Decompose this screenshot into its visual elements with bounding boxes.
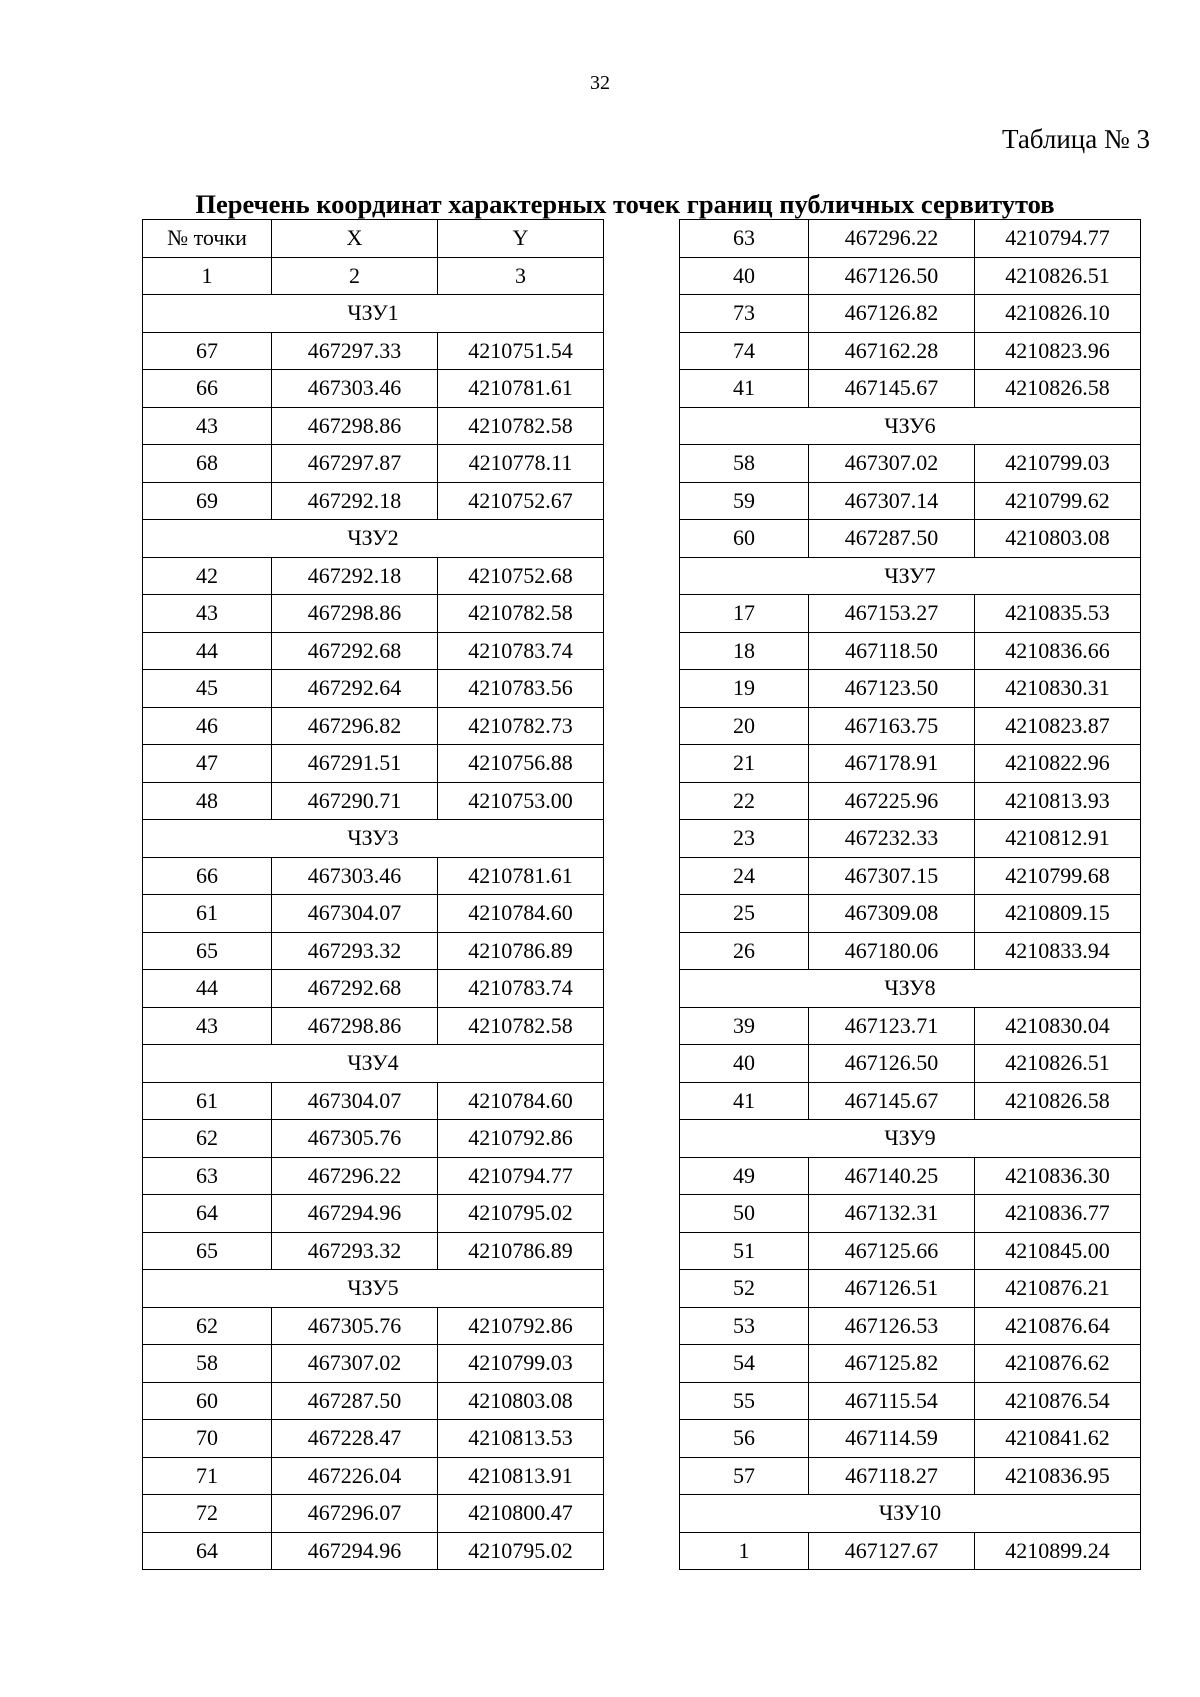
table-row bbox=[680, 670, 1141, 708]
point-number-cell: 69 bbox=[143, 482, 272, 520]
y-coordinate-cell: 4210792.86 bbox=[438, 1120, 604, 1158]
group-row bbox=[680, 1120, 1141, 1158]
x-coordinate-cell: 467287.50 bbox=[809, 520, 975, 558]
table-row bbox=[680, 632, 1141, 670]
y-coordinate-cell: 4210778.11 bbox=[438, 445, 604, 483]
x-coordinate-cell: 467294.96 bbox=[272, 1195, 438, 1233]
y-coordinate-cell: 4210799.62 bbox=[975, 482, 1141, 520]
x-coordinate-cell: 467178.91 bbox=[809, 745, 975, 783]
table-body-left bbox=[143, 257, 604, 1570]
y-coordinate-cell: 4210799.03 bbox=[975, 445, 1141, 483]
point-number-cell: 66 bbox=[143, 370, 272, 408]
point-number-cell: 59 bbox=[680, 482, 809, 520]
point-number-cell: 39 bbox=[680, 1007, 809, 1045]
y-coordinate-cell: 4210833.94 bbox=[975, 932, 1141, 970]
x-coordinate-cell: 467298.86 bbox=[272, 1007, 438, 1045]
y-coordinate-cell: 4210782.73 bbox=[438, 707, 604, 745]
point-number-cell: 64 bbox=[143, 1532, 272, 1570]
y-coordinate-cell: 4210845.00 bbox=[975, 1232, 1141, 1270]
group-label: ЧЗУ6 bbox=[680, 407, 1141, 445]
y-coordinate-cell: 4210836.77 bbox=[975, 1195, 1141, 1233]
x-coordinate-cell: 467292.68 bbox=[272, 970, 438, 1008]
point-number-cell: 66 bbox=[143, 857, 272, 895]
table-row bbox=[143, 857, 604, 895]
point-number-cell: 40 bbox=[680, 257, 809, 295]
point-number-cell: 60 bbox=[143, 1382, 272, 1420]
x-coordinate-cell: 467292.18 bbox=[272, 482, 438, 520]
x-coordinate-cell: 467145.67 bbox=[809, 370, 975, 408]
table-row bbox=[143, 745, 604, 783]
point-number-cell: 56 bbox=[680, 1420, 809, 1458]
point-number-cell: 43 bbox=[143, 1007, 272, 1045]
y-coordinate-cell: 4210826.10 bbox=[975, 295, 1141, 333]
group-label: ЧЗУ10 bbox=[680, 1495, 1141, 1533]
y-coordinate-cell: 4210782.58 bbox=[438, 1007, 604, 1045]
x-coordinate-cell: 467297.33 bbox=[272, 332, 438, 370]
y-coordinate-cell: 4210836.66 bbox=[975, 632, 1141, 670]
y-coordinate-cell: 4210813.53 bbox=[438, 1420, 604, 1458]
point-number-cell: 45 bbox=[143, 670, 272, 708]
table-row bbox=[680, 857, 1141, 895]
coordinates-table-left bbox=[142, 219, 604, 1570]
x-coordinate-cell: 467126.51 bbox=[809, 1270, 975, 1308]
y-coordinate-cell: 3 bbox=[438, 257, 604, 295]
point-number-cell: 41 bbox=[680, 370, 809, 408]
point-number-cell: 52 bbox=[680, 1270, 809, 1308]
table-row bbox=[143, 1420, 604, 1458]
y-coordinate-cell: 4210836.30 bbox=[975, 1157, 1141, 1195]
table-row bbox=[680, 332, 1141, 370]
point-number-cell: 47 bbox=[143, 745, 272, 783]
point-number-cell: 73 bbox=[680, 295, 809, 333]
x-coordinate-cell: 467126.50 bbox=[809, 1045, 975, 1083]
y-coordinate-cell: 4210813.91 bbox=[438, 1457, 604, 1495]
x-coordinate-cell: 467162.28 bbox=[809, 332, 975, 370]
y-coordinate-cell: 4210813.93 bbox=[975, 782, 1141, 820]
y-coordinate-cell: 4210812.91 bbox=[975, 820, 1141, 858]
table-row bbox=[143, 970, 604, 1008]
x-coordinate-cell: 467307.02 bbox=[272, 1345, 438, 1383]
x-coordinate-cell: 467298.86 bbox=[272, 595, 438, 633]
group-row bbox=[680, 970, 1141, 1008]
point-number-cell: 18 bbox=[680, 632, 809, 670]
x-coordinate-cell: 467232.33 bbox=[809, 820, 975, 858]
table-row bbox=[680, 932, 1141, 970]
point-number-cell: 60 bbox=[680, 520, 809, 558]
table-row bbox=[143, 370, 604, 408]
table-row bbox=[680, 1457, 1141, 1495]
table-row bbox=[143, 782, 604, 820]
group-row bbox=[143, 295, 604, 333]
x-coordinate-cell: 467125.82 bbox=[809, 1345, 975, 1383]
x-coordinate-cell: 467126.53 bbox=[809, 1307, 975, 1345]
table-row bbox=[143, 482, 604, 520]
x-coordinate-cell: 467292.18 bbox=[272, 557, 438, 595]
table-row bbox=[680, 820, 1141, 858]
table-row bbox=[680, 1045, 1141, 1083]
y-coordinate-cell: 4210753.00 bbox=[438, 782, 604, 820]
table-row bbox=[143, 1007, 604, 1045]
y-coordinate-cell: 4210752.68 bbox=[438, 557, 604, 595]
table-body-right bbox=[680, 220, 1141, 1570]
group-label: ЧЗУ8 bbox=[680, 970, 1141, 1008]
table-row bbox=[143, 1232, 604, 1270]
y-coordinate-cell: 4210876.54 bbox=[975, 1382, 1141, 1420]
point-number-cell: 54 bbox=[680, 1345, 809, 1383]
x-coordinate-cell: 467293.32 bbox=[272, 932, 438, 970]
table-row bbox=[680, 1420, 1141, 1458]
y-coordinate-cell: 4210799.03 bbox=[438, 1345, 604, 1383]
x-coordinate-cell: 2 bbox=[272, 257, 438, 295]
table-row bbox=[680, 370, 1141, 408]
table-row bbox=[680, 520, 1141, 558]
table-row bbox=[143, 1382, 604, 1420]
x-coordinate-cell: 467126.50 bbox=[809, 257, 975, 295]
y-coordinate-cell: 4210876.62 bbox=[975, 1345, 1141, 1383]
group-row bbox=[143, 520, 604, 558]
point-number-cell: 20 bbox=[680, 707, 809, 745]
point-number-cell: 19 bbox=[680, 670, 809, 708]
x-coordinate-cell: 467296.07 bbox=[272, 1495, 438, 1533]
table-row bbox=[680, 707, 1141, 745]
y-coordinate-cell: 4210781.61 bbox=[438, 370, 604, 408]
x-coordinate-cell: 467305.76 bbox=[272, 1120, 438, 1158]
table-row bbox=[680, 1307, 1141, 1345]
table-row bbox=[680, 257, 1141, 295]
table-row bbox=[680, 895, 1141, 933]
table-row bbox=[143, 257, 604, 295]
y-coordinate-cell: 4210783.74 bbox=[438, 632, 604, 670]
x-coordinate-cell: 467307.15 bbox=[809, 857, 975, 895]
point-number-cell: 1 bbox=[680, 1532, 809, 1570]
point-number-cell: 62 bbox=[143, 1307, 272, 1345]
x-coordinate-cell: 467296.22 bbox=[809, 220, 975, 258]
y-coordinate-cell: 4210826.58 bbox=[975, 370, 1141, 408]
table-row bbox=[143, 1457, 604, 1495]
point-number-cell: 63 bbox=[143, 1157, 272, 1195]
y-coordinate-cell: 4210823.96 bbox=[975, 332, 1141, 370]
group-label: ЧЗУ3 bbox=[143, 820, 604, 858]
point-number-cell: 63 bbox=[680, 220, 809, 258]
point-number-cell: 53 bbox=[680, 1307, 809, 1345]
x-coordinate-cell: 467296.22 bbox=[272, 1157, 438, 1195]
point-number-cell: 68 bbox=[143, 445, 272, 483]
table-row bbox=[680, 1157, 1141, 1195]
x-coordinate-cell: 467304.07 bbox=[272, 895, 438, 933]
table-row bbox=[143, 1495, 604, 1533]
table-row bbox=[680, 1345, 1141, 1383]
point-number-cell: 72 bbox=[143, 1495, 272, 1533]
group-label: ЧЗУ7 bbox=[680, 557, 1141, 595]
x-coordinate-cell: 467140.25 bbox=[809, 1157, 975, 1195]
y-coordinate-cell: 4210751.54 bbox=[438, 332, 604, 370]
point-number-cell: 44 bbox=[143, 970, 272, 1008]
y-coordinate-cell: 4210784.60 bbox=[438, 1082, 604, 1120]
x-coordinate-cell: 467226.04 bbox=[272, 1457, 438, 1495]
document-title: Перечень координат характерных точек границ публичных сервитутов bbox=[195, 189, 1055, 219]
x-coordinate-cell: 467294.96 bbox=[272, 1532, 438, 1570]
y-coordinate-cell: 4210822.96 bbox=[975, 745, 1141, 783]
x-coordinate-cell: 467115.54 bbox=[809, 1382, 975, 1420]
x-coordinate-cell: 467292.64 bbox=[272, 670, 438, 708]
page-number: 32 bbox=[590, 72, 610, 94]
point-number-cell: 21 bbox=[680, 745, 809, 783]
y-coordinate-cell: 4210794.77 bbox=[975, 220, 1141, 258]
y-coordinate-cell: 4210782.58 bbox=[438, 595, 604, 633]
y-coordinate-cell: 4210826.51 bbox=[975, 1045, 1141, 1083]
point-number-cell: 40 bbox=[680, 1045, 809, 1083]
y-coordinate-cell: 4210835.53 bbox=[975, 595, 1141, 633]
point-number-cell: 43 bbox=[143, 407, 272, 445]
group-label: ЧЗУ9 bbox=[680, 1120, 1141, 1158]
y-coordinate-cell: 4210803.08 bbox=[975, 520, 1141, 558]
y-coordinate-cell: 4210792.86 bbox=[438, 1307, 604, 1345]
y-coordinate-cell: 4210876.21 bbox=[975, 1270, 1141, 1308]
y-coordinate-cell: 4210756.88 bbox=[438, 745, 604, 783]
table-row bbox=[680, 745, 1141, 783]
x-coordinate-cell: 467132.31 bbox=[809, 1195, 975, 1233]
y-coordinate-cell: 4210836.95 bbox=[975, 1457, 1141, 1495]
table-row bbox=[143, 407, 604, 445]
point-number-cell: 23 bbox=[680, 820, 809, 858]
table-row bbox=[143, 1082, 604, 1120]
x-coordinate-cell: 467287.50 bbox=[272, 1382, 438, 1420]
x-coordinate-cell: 467228.47 bbox=[272, 1420, 438, 1458]
point-number-cell: 65 bbox=[143, 932, 272, 970]
x-coordinate-cell: 467114.59 bbox=[809, 1420, 975, 1458]
group-label: ЧЗУ5 bbox=[143, 1270, 604, 1308]
y-coordinate-cell: 4210899.24 bbox=[975, 1532, 1141, 1570]
point-number-cell: 26 bbox=[680, 932, 809, 970]
header-x: X bbox=[272, 220, 438, 258]
point-number-cell: 17 bbox=[680, 595, 809, 633]
point-number-cell: 48 bbox=[143, 782, 272, 820]
y-coordinate-cell: 4210830.31 bbox=[975, 670, 1141, 708]
x-coordinate-cell: 467297.87 bbox=[272, 445, 438, 483]
x-coordinate-cell: 467307.02 bbox=[809, 445, 975, 483]
y-coordinate-cell: 4210795.02 bbox=[438, 1532, 604, 1570]
table-row bbox=[680, 1232, 1141, 1270]
table-row bbox=[680, 482, 1141, 520]
x-coordinate-cell: 467180.06 bbox=[809, 932, 975, 970]
point-number-cell: 64 bbox=[143, 1195, 272, 1233]
y-coordinate-cell: 4210803.08 bbox=[438, 1382, 604, 1420]
group-row bbox=[143, 1045, 604, 1083]
table-row bbox=[680, 1007, 1141, 1045]
y-coordinate-cell: 4210786.89 bbox=[438, 1232, 604, 1270]
table-row bbox=[143, 932, 604, 970]
x-coordinate-cell: 467296.82 bbox=[272, 707, 438, 745]
x-coordinate-cell: 467303.46 bbox=[272, 370, 438, 408]
table-row bbox=[680, 445, 1141, 483]
point-number-cell: 65 bbox=[143, 1232, 272, 1270]
point-number-cell: 61 bbox=[143, 1082, 272, 1120]
table-row bbox=[680, 595, 1141, 633]
coordinates-table-right bbox=[679, 219, 1141, 1570]
table-row bbox=[143, 445, 604, 483]
point-number-cell: 71 bbox=[143, 1457, 272, 1495]
point-number-cell: 55 bbox=[680, 1382, 809, 1420]
table-row bbox=[143, 595, 604, 633]
table-row bbox=[143, 332, 604, 370]
y-coordinate-cell: 4210799.68 bbox=[975, 857, 1141, 895]
y-coordinate-cell: 4210782.58 bbox=[438, 407, 604, 445]
x-coordinate-cell: 467309.08 bbox=[809, 895, 975, 933]
table-row bbox=[143, 557, 604, 595]
point-number-cell: 51 bbox=[680, 1232, 809, 1270]
point-number-cell: 61 bbox=[143, 895, 272, 933]
y-coordinate-cell: 4210794.77 bbox=[438, 1157, 604, 1195]
table-row bbox=[680, 1195, 1141, 1233]
y-coordinate-cell: 4210809.15 bbox=[975, 895, 1141, 933]
y-coordinate-cell: 4210783.56 bbox=[438, 670, 604, 708]
x-coordinate-cell: 467290.71 bbox=[272, 782, 438, 820]
group-row bbox=[680, 1495, 1141, 1533]
point-number-cell: 1 bbox=[143, 257, 272, 295]
point-number-cell: 50 bbox=[680, 1195, 809, 1233]
header-point-number: № точки bbox=[143, 220, 272, 258]
y-coordinate-cell: 4210876.64 bbox=[975, 1307, 1141, 1345]
x-coordinate-cell: 467126.82 bbox=[809, 295, 975, 333]
point-number-cell: 42 bbox=[143, 557, 272, 595]
point-number-cell: 67 bbox=[143, 332, 272, 370]
x-coordinate-cell: 467145.67 bbox=[809, 1082, 975, 1120]
x-coordinate-cell: 467225.96 bbox=[809, 782, 975, 820]
table-row bbox=[143, 1195, 604, 1233]
point-number-cell: 58 bbox=[143, 1345, 272, 1383]
point-number-cell: 58 bbox=[680, 445, 809, 483]
table-row bbox=[680, 295, 1141, 333]
y-coordinate-cell: 4210826.58 bbox=[975, 1082, 1141, 1120]
table-row bbox=[143, 1532, 604, 1570]
point-number-cell: 44 bbox=[143, 632, 272, 670]
group-row bbox=[143, 820, 604, 858]
x-coordinate-cell: 467305.76 bbox=[272, 1307, 438, 1345]
point-number-cell: 25 bbox=[680, 895, 809, 933]
header-y: Y bbox=[438, 220, 604, 258]
point-number-cell: 74 bbox=[680, 332, 809, 370]
x-coordinate-cell: 467304.07 bbox=[272, 1082, 438, 1120]
point-number-cell: 70 bbox=[143, 1420, 272, 1458]
y-coordinate-cell: 4210795.02 bbox=[438, 1195, 604, 1233]
table-row bbox=[680, 1532, 1141, 1570]
y-coordinate-cell: 4210781.61 bbox=[438, 857, 604, 895]
x-coordinate-cell: 467163.75 bbox=[809, 707, 975, 745]
table-row bbox=[143, 895, 604, 933]
x-coordinate-cell: 467153.27 bbox=[809, 595, 975, 633]
x-coordinate-cell: 467303.46 bbox=[272, 857, 438, 895]
x-coordinate-cell: 467292.68 bbox=[272, 632, 438, 670]
y-coordinate-cell: 4210783.74 bbox=[438, 970, 604, 1008]
point-number-cell: 24 bbox=[680, 857, 809, 895]
x-coordinate-cell: 467293.32 bbox=[272, 1232, 438, 1270]
table-row bbox=[680, 1270, 1141, 1308]
table-row bbox=[680, 1082, 1141, 1120]
point-number-cell: 43 bbox=[143, 595, 272, 633]
table-row bbox=[143, 632, 604, 670]
group-row bbox=[680, 557, 1141, 595]
group-label: ЧЗУ4 bbox=[143, 1045, 604, 1083]
table-row bbox=[143, 1307, 604, 1345]
y-coordinate-cell: 4210786.89 bbox=[438, 932, 604, 970]
y-coordinate-cell: 4210823.87 bbox=[975, 707, 1141, 745]
group-row bbox=[680, 407, 1141, 445]
group-label: ЧЗУ1 bbox=[143, 295, 604, 333]
x-coordinate-cell: 467123.71 bbox=[809, 1007, 975, 1045]
x-coordinate-cell: 467307.14 bbox=[809, 482, 975, 520]
x-coordinate-cell: 467291.51 bbox=[272, 745, 438, 783]
y-coordinate-cell: 4210826.51 bbox=[975, 257, 1141, 295]
group-label: ЧЗУ2 bbox=[143, 520, 604, 558]
point-number-cell: 49 bbox=[680, 1157, 809, 1195]
point-number-cell: 41 bbox=[680, 1082, 809, 1120]
group-row bbox=[143, 1270, 604, 1308]
table-row bbox=[143, 707, 604, 745]
x-coordinate-cell: 467118.50 bbox=[809, 632, 975, 670]
y-coordinate-cell: 4210800.47 bbox=[438, 1495, 604, 1533]
x-coordinate-cell: 467118.27 bbox=[809, 1457, 975, 1495]
x-coordinate-cell: 467123.50 bbox=[809, 670, 975, 708]
x-coordinate-cell: 467125.66 bbox=[809, 1232, 975, 1270]
y-coordinate-cell: 4210752.67 bbox=[438, 482, 604, 520]
point-number-cell: 57 bbox=[680, 1457, 809, 1495]
table-row bbox=[143, 1120, 604, 1158]
table-caption: Таблица № 3 bbox=[1002, 124, 1150, 154]
y-coordinate-cell: 4210830.04 bbox=[975, 1007, 1141, 1045]
table-row bbox=[143, 670, 604, 708]
header-row bbox=[143, 220, 604, 258]
table-row bbox=[680, 782, 1141, 820]
y-coordinate-cell: 4210841.62 bbox=[975, 1420, 1141, 1458]
point-number-cell: 46 bbox=[143, 707, 272, 745]
y-coordinate-cell: 4210784.60 bbox=[438, 895, 604, 933]
x-coordinate-cell: 467127.67 bbox=[809, 1532, 975, 1570]
table-row bbox=[680, 1382, 1141, 1420]
table-row bbox=[143, 1157, 604, 1195]
point-number-cell: 22 bbox=[680, 782, 809, 820]
point-number-cell: 62 bbox=[143, 1120, 272, 1158]
x-coordinate-cell: 467298.86 bbox=[272, 407, 438, 445]
table-row bbox=[680, 220, 1141, 258]
table-row bbox=[143, 1345, 604, 1383]
